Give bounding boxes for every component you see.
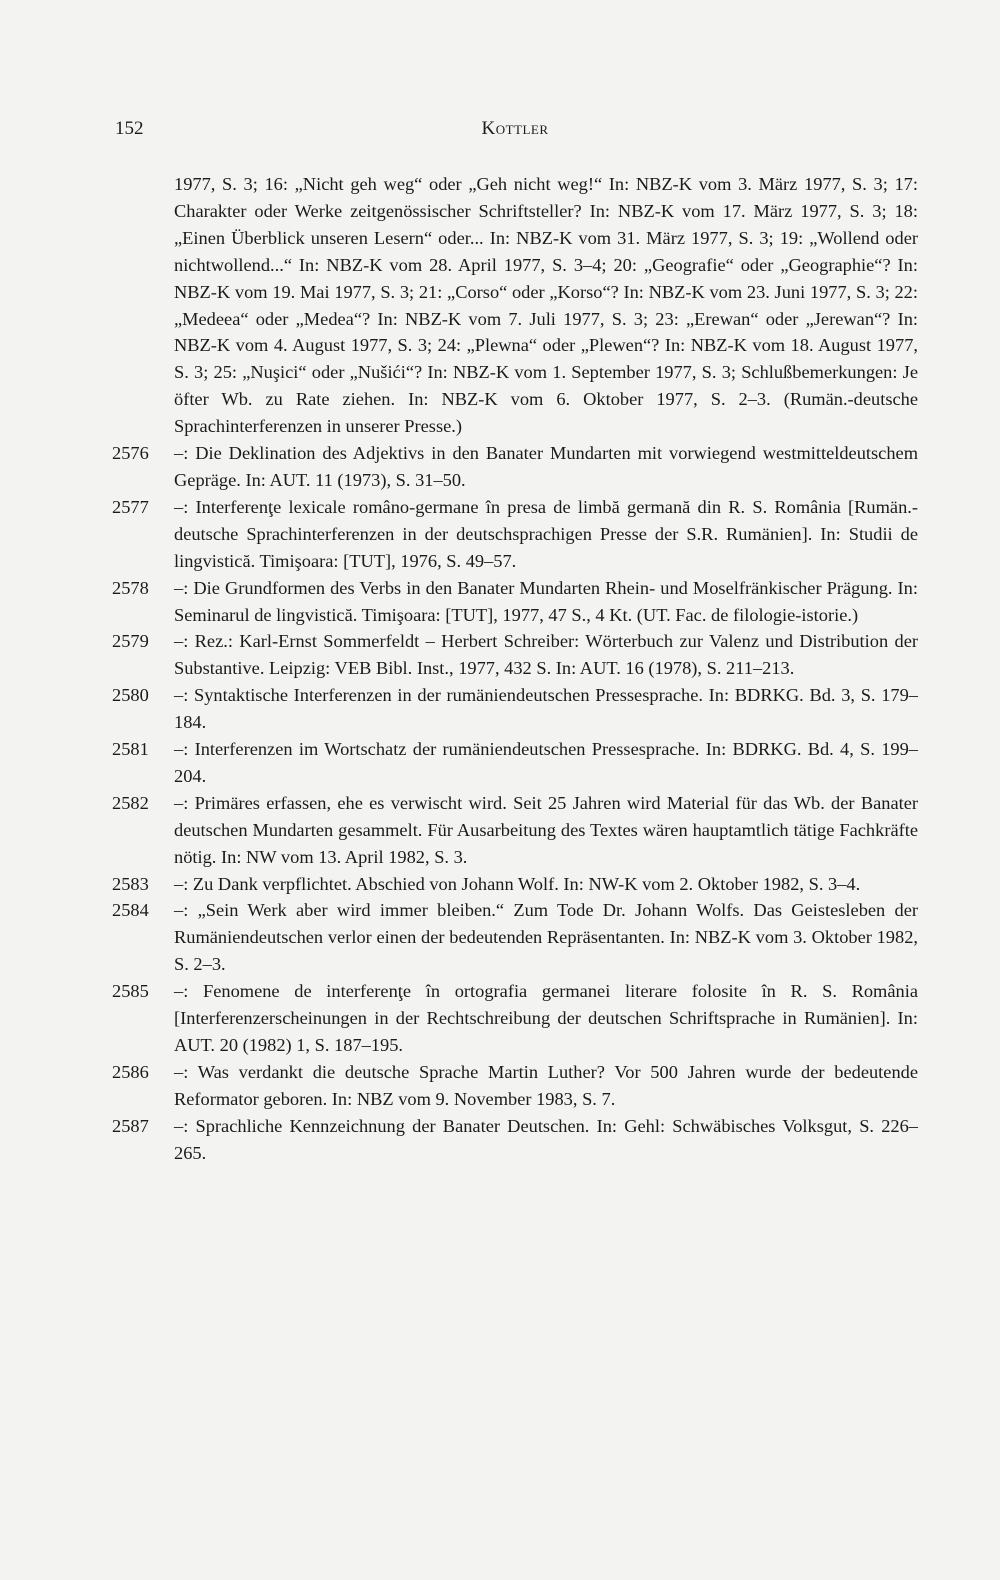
entry-text: –: Die Deklination des Adjektivs in den Banater Mundarten mit vorwiegend westmitteldeutschem Gepräge. In: AUT. 11 (1973), S. 31–50. <box>174 443 918 490</box>
entry-number: 2586 <box>112 1061 149 1082</box>
page-header <box>115 118 915 148</box>
bibliography-entry <box>112 978 918 1059</box>
page-number: 152 <box>115 118 144 139</box>
entry-text: –: Interferenţe lexicale româno-germane în presa de limbă germană din R. S. România [Rumän.-deutsche Sprachinterferenzen in der deutschsprachigen Presse der S.R. Rumänien]. In: Studii de lingvistică. Timişoara: [TUT], 1976, S. 49–57. <box>174 496 918 571</box>
entry-number: 2583 <box>112 873 149 894</box>
bibliography-entry <box>112 1059 918 1113</box>
bibliography-entry <box>112 1113 918 1167</box>
bibliography-list <box>112 171 918 1167</box>
bibliography-entry <box>112 871 918 898</box>
running-head: Kottler <box>481 118 549 139</box>
entry-number: 2578 <box>112 577 149 598</box>
bibliography-entry <box>112 897 918 978</box>
entry-number: 2580 <box>112 685 149 706</box>
entry-number: 2579 <box>112 631 149 652</box>
entry-text: –: „Sein Werk aber wird immer bleiben.“ Zum Tode Dr. Johann Wolfs. Das Geistesleben der Rumäniendeutschen verlor einen der bedeutenden Repräsentanten. In: NBZ-K vom 3. Oktober 1982, S. 2–3. <box>174 900 918 975</box>
entry-number: 2587 <box>112 1115 149 1136</box>
entry-text: –: Rez.: Karl-Ernst Sommerfeldt – Herbert Schreiber: Wörterbuch zur Valenz und Distribution der Substantive. Leipzig: VEB Bibl. Inst., 1977, 432 S. In: AUT. 16 (1978), S. 211–213. <box>174 631 918 679</box>
entry-text: –: Interferenzen im Wortschatz der rumäniendeutschen Pressesprache. In: BDRKG. Bd. 4, S. 199–204. <box>174 739 918 786</box>
entry-number: 2577 <box>112 496 149 517</box>
bibliography-entry <box>112 494 918 575</box>
bibliography-entry <box>112 628 918 682</box>
entry-text: –: Zu Dank verpflichtet. Abschied von Johann Wolf. In: NW-K vom 2. Oktober 1982, S. 3–4. <box>174 873 861 894</box>
entry-text: –: Was verdankt die deutsche Sprache Martin Luther? Vor 500 Jahren wurde der bedeutende Reformator geboren. In: NBZ vom 9. November 1983, S. 7. <box>174 1061 918 1109</box>
entry-text: –: Fenomene de interferenţe în ortografia germanei literare folosite în R. S. România [Interferenzerscheinungen in der Rechtschreibung der deutschen Schriftsprache in Rumänien]. In: AUT. 20 (1982) 1, S. 187–195. <box>174 981 918 1055</box>
bibliography-entry <box>112 682 918 736</box>
entry-number: 2576 <box>112 443 149 464</box>
entry-text: –: Die Grundformen des Verbs in den Banater Mundarten Rhein- und Moselfränkischer Prägung. In: Seminarul de lingvistică. Timişoara: [TUT], 1977, 47 S., 4 Kt. (UT. Fac. de filologie-istorie.) <box>174 577 918 625</box>
bibliography-entry <box>112 736 918 790</box>
bibliography-entry <box>112 790 918 871</box>
bibliography-entry <box>112 171 918 440</box>
entry-number: 2585 <box>112 981 149 1002</box>
entry-text: 1977, S. 3; 16: „Nicht geh weg“ oder „Geh nicht weg!“ In: NBZ-K vom 3. März 1977, S. 3; 17: Charakter oder Werke zeitgenössischer Schriftsteller? In: NBZ-K vom 17. März 1977, S. 3; 18: „Einen Überblick unseren Lesern“ oder... In: NBZ-K vom 31. März 1977, S. 3; 19: „Wollend oder nichtwollend...“ In: NBZ-K vom 28. April 1977, S. 3–4; 20: „Geografie“ oder „Geographie“? In: NBZ-K vom 19. Mai 1977, S. 3; 21: „Corso“ oder „Korso“? In: NBZ-K vom 23. Juni 1977, S. 3; 22: „Medeea“ oder „Medea“? In: NBZ-K vom 7. Juli 1977, S. 3; 23: „Erewan“ oder „Jerewan“? In: NBZ-K vom 4. August 1977, S. 3; 24: „Plewna“ oder „Plewen“? In: NBZ-K vom 18. August 1977, S. 3; 25: „Nuşici“ oder „Nušići“? In: NBZ-K vom 1. September 1977, S. 3; Schlußbemerkungen: Je öfter Wb. zu Rate ziehen. In: NBZ-K vom 6. Oktober 1977, S. 2–3. (Rumän.-deutsche Sprachinterferenzen in unserer Presse.) <box>174 174 918 437</box>
entry-text: –: Syntaktische Interferenzen in der rumäniendeutschen Pressesprache. In: BDRKG. Bd. 3, S. 179–184. <box>174 685 918 733</box>
entry-number: 2584 <box>112 900 149 921</box>
bibliography-entry <box>112 440 918 494</box>
bibliography-entry <box>112 575 918 629</box>
entry-text: –: Sprachliche Kennzeichnung der Banater Deutschen. In: Gehl: Schwäbisches Volksgut, S. 226–265. <box>174 1115 918 1163</box>
entry-number: 2582 <box>112 792 149 813</box>
entry-number: 2581 <box>112 739 149 760</box>
entry-text: –: Primäres erfassen, ehe es verwischt wird. Seit 25 Jahren wird Material für das Wb. der Banater deutschen Mundarten gesammelt. Für Ausarbeitung des Textes wären hauptamtlich tätige Fachkräfte nötig. In: NW vom 13. April 1982, S. 3. <box>174 792 918 867</box>
